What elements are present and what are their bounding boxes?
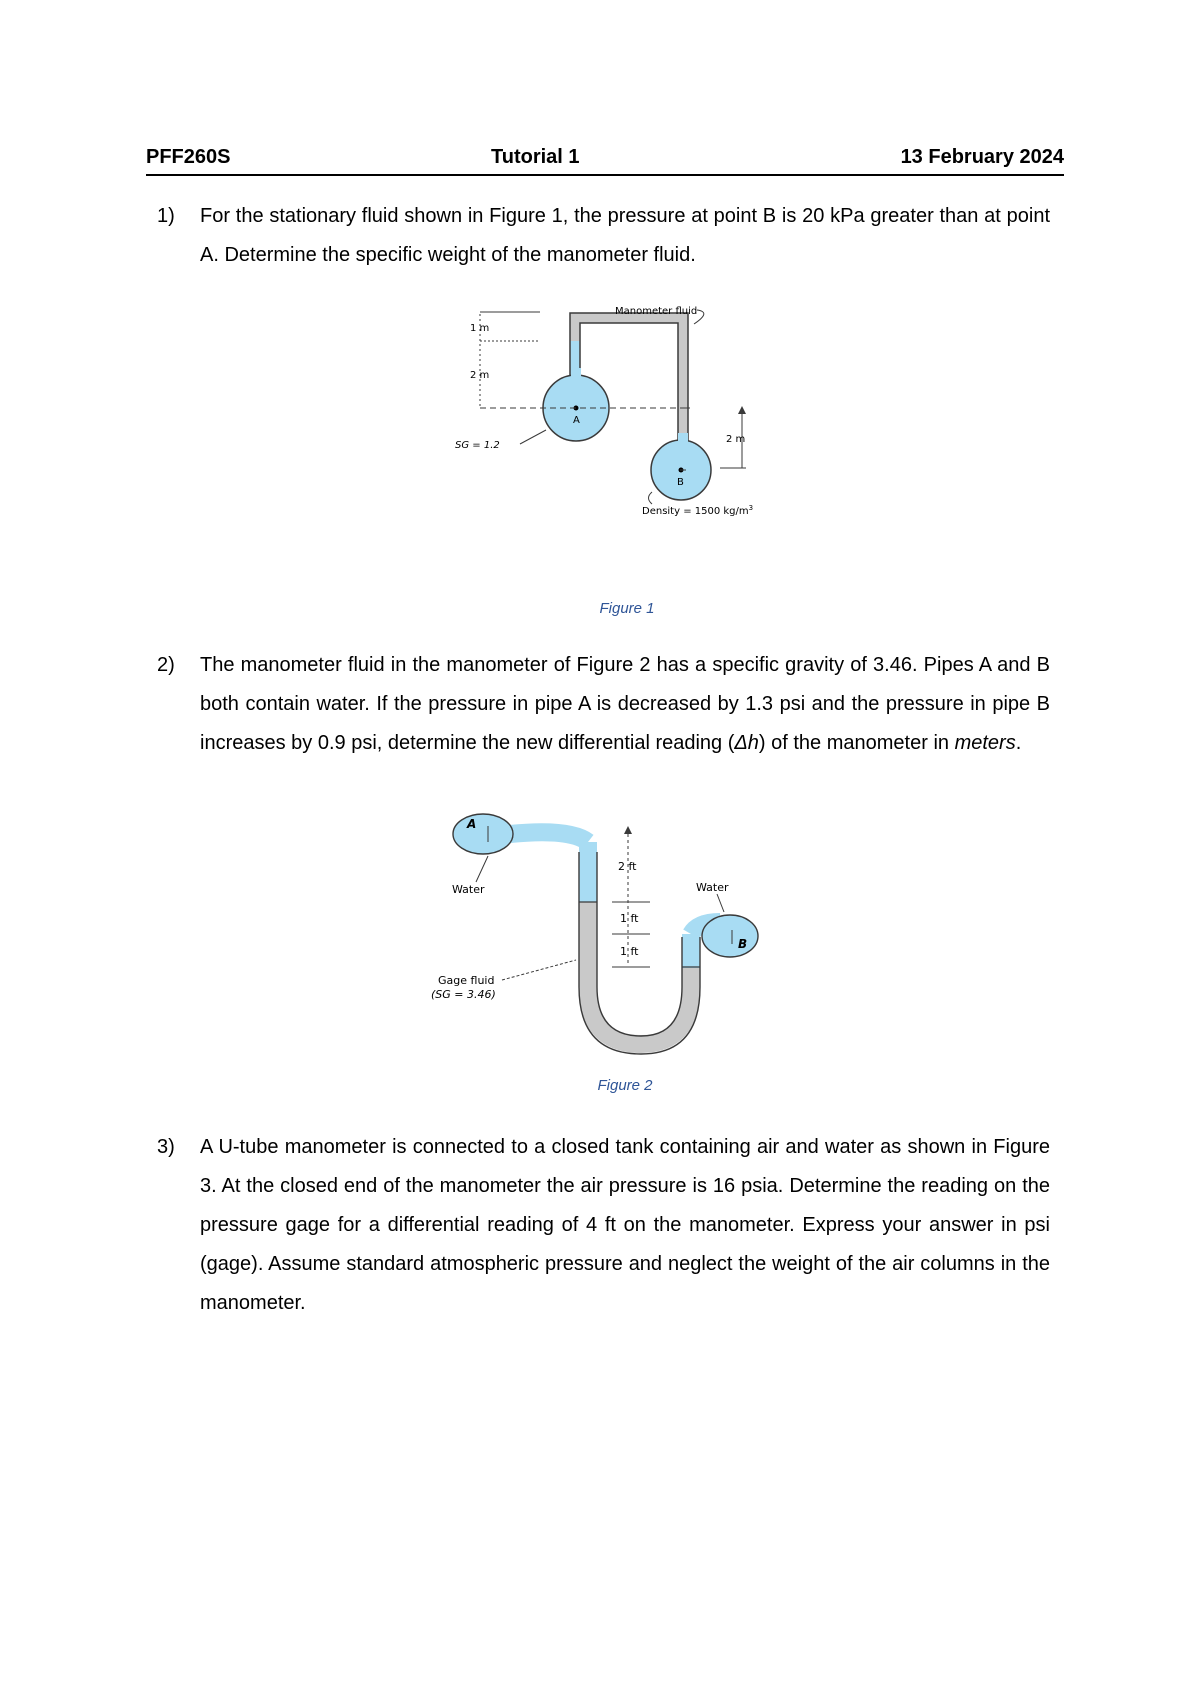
bulb-a-neck: [571, 368, 581, 380]
page-header: [146, 146, 1064, 176]
question-text-pre: The manometer fluid in the manometer of Figure 2 has a specific gravity of 3.46. Pipes A and B both contain water. If the pressure in pipe A is decreased by 1.3 psi and the pressure in pipe B increases by 0.9 psi, determine the new differential reading (: [200, 654, 1050, 754]
gage-fluid-u: [588, 902, 691, 1044]
water-left-leader: [476, 856, 488, 882]
question-text-end: .: [1015, 732, 1022, 754]
dim-1ft-top-label: 1 ft: [620, 912, 639, 925]
right-water-column: [682, 934, 700, 968]
tutorial-title: Tutorial 1: [491, 146, 580, 168]
dim-2ft-label: 2 ft: [618, 860, 637, 873]
point-b-label: B: [738, 937, 748, 951]
sg-leader: [520, 430, 546, 444]
point-a-label: A: [467, 817, 477, 831]
bulb-b-neck: [678, 433, 688, 447]
question-text: [200, 646, 1050, 763]
dim-1m-label: 1 m: [470, 323, 490, 334]
question-text: For the stationary fluid shown in Figure 1, the pressure at point B is 20 kPa greater than at point A. Determine the specific weight of the manometer fluid.: [200, 205, 1050, 266]
dim-2m-right-label: 2 m: [726, 434, 746, 445]
left-water-column: [579, 842, 597, 902]
water-left-label: Water: [452, 883, 485, 896]
question-number: 1): [157, 205, 175, 227]
point-a-label: A: [573, 415, 580, 426]
tutorial-date: 13 February 2024: [900, 146, 1064, 168]
u-outline-inner: [597, 852, 682, 1036]
density-label: Density = 1500 $kg/m^3$: [642, 504, 754, 517]
point-b-label: B: [677, 477, 684, 488]
figure-2: [431, 812, 800, 1062]
density-leader: [649, 492, 653, 504]
sg-label: SG = 1.2: [455, 440, 500, 451]
question-number: 3): [157, 1136, 175, 1158]
water-right-label: Water: [696, 881, 729, 894]
question-text: A U-tube manometer is connected to a closed tank containing air and water as shown in Figure 3. At the closed end of the manometer the air pressure is 16 psia. Determine the reading on the pressure gage for a differential reading of 4 ft on the manometer. Express your answer in psi (gage). Assume standard atmospheric pressure and neglect the weight of the air columns in the manometer.: [200, 1136, 1050, 1314]
gage-fluid-leader: [502, 960, 576, 980]
water-right-leader: [717, 894, 724, 912]
bulb-b: [702, 915, 758, 957]
figure-1: [455, 298, 780, 568]
bulb-a: [453, 814, 513, 854]
delta-h-symbol: Δh: [734, 732, 759, 754]
dim-2m-left-label: 2 m: [470, 370, 490, 381]
gage-fluid-label: Gage fluid: [438, 974, 495, 987]
course-code: PFF260S: [146, 146, 231, 168]
figure-2-caption: Figure 2: [597, 1077, 653, 1094]
dim-arrow-top: [624, 826, 632, 834]
question-text-mid: ) of the manometer in: [758, 732, 955, 754]
unit-meters: meters: [954, 732, 1016, 754]
gage-sg-label: (SG = 3.46): [431, 988, 496, 1001]
left-water-pipe: [510, 832, 588, 842]
figure-1-caption: Figure 1: [599, 600, 655, 617]
dim-right-arrow-top: [738, 406, 746, 414]
dim-1ft-bottom-label: 1 ft: [620, 945, 639, 958]
question-number: 2): [157, 654, 175, 676]
manometer-fluid-label: Manometer fluid: [615, 306, 698, 317]
